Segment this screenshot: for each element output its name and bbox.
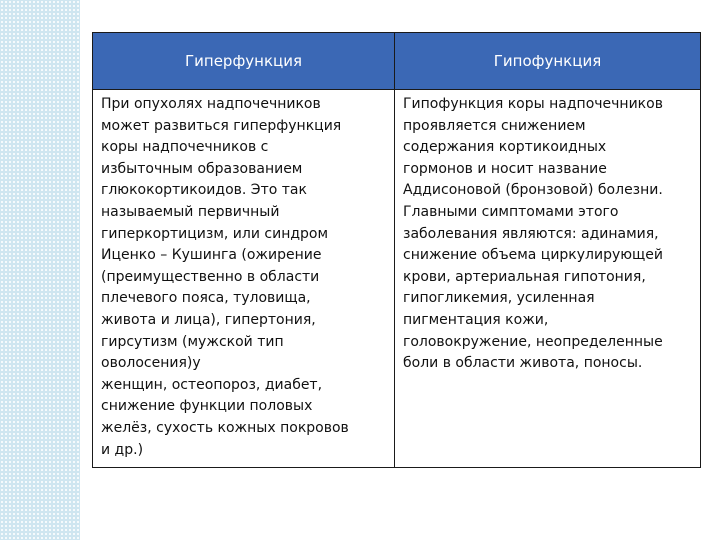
cell-hyperfunction-description: При опухолях надпочечников может развиться гиперфункция коры надпочечников с избыточным образованием глюкокортикоидов. Это так называемый первичный гиперкортицизм, или синдром Иценко – Кушинга (ожирение (преимущественно в области плечевого пояса, туловища, живота и лица), гипертония, гирсутизм (мужской тип оволосения)у женщин, остеопороз, диабет, снижение функции половых желёз, сухость кожных покровов и др.): [93, 90, 395, 468]
header-hyperfunction: Гиперфункция: [93, 33, 395, 90]
decorative-dotted-strip: [0, 0, 80, 540]
table-row: [93, 90, 701, 468]
table-header-row: [93, 33, 701, 90]
header-hypofunction: Гипофункция: [395, 33, 701, 90]
comparison-table: [92, 32, 701, 468]
cell-hypofunction-description: Гипофункция коры надпочечников проявляется снижением содержания кортикоидных гормонов и носит название Аддисоновой (бронзовой) болезни. Главными симптомами этого заболевания являются: адинамия, снижение объема циркулирующей крови, артериальная гипотония, гипогликемия, усиленная пигментация кожи, головокружение, неопределенные боли в области живота, поносы.: [395, 90, 701, 468]
